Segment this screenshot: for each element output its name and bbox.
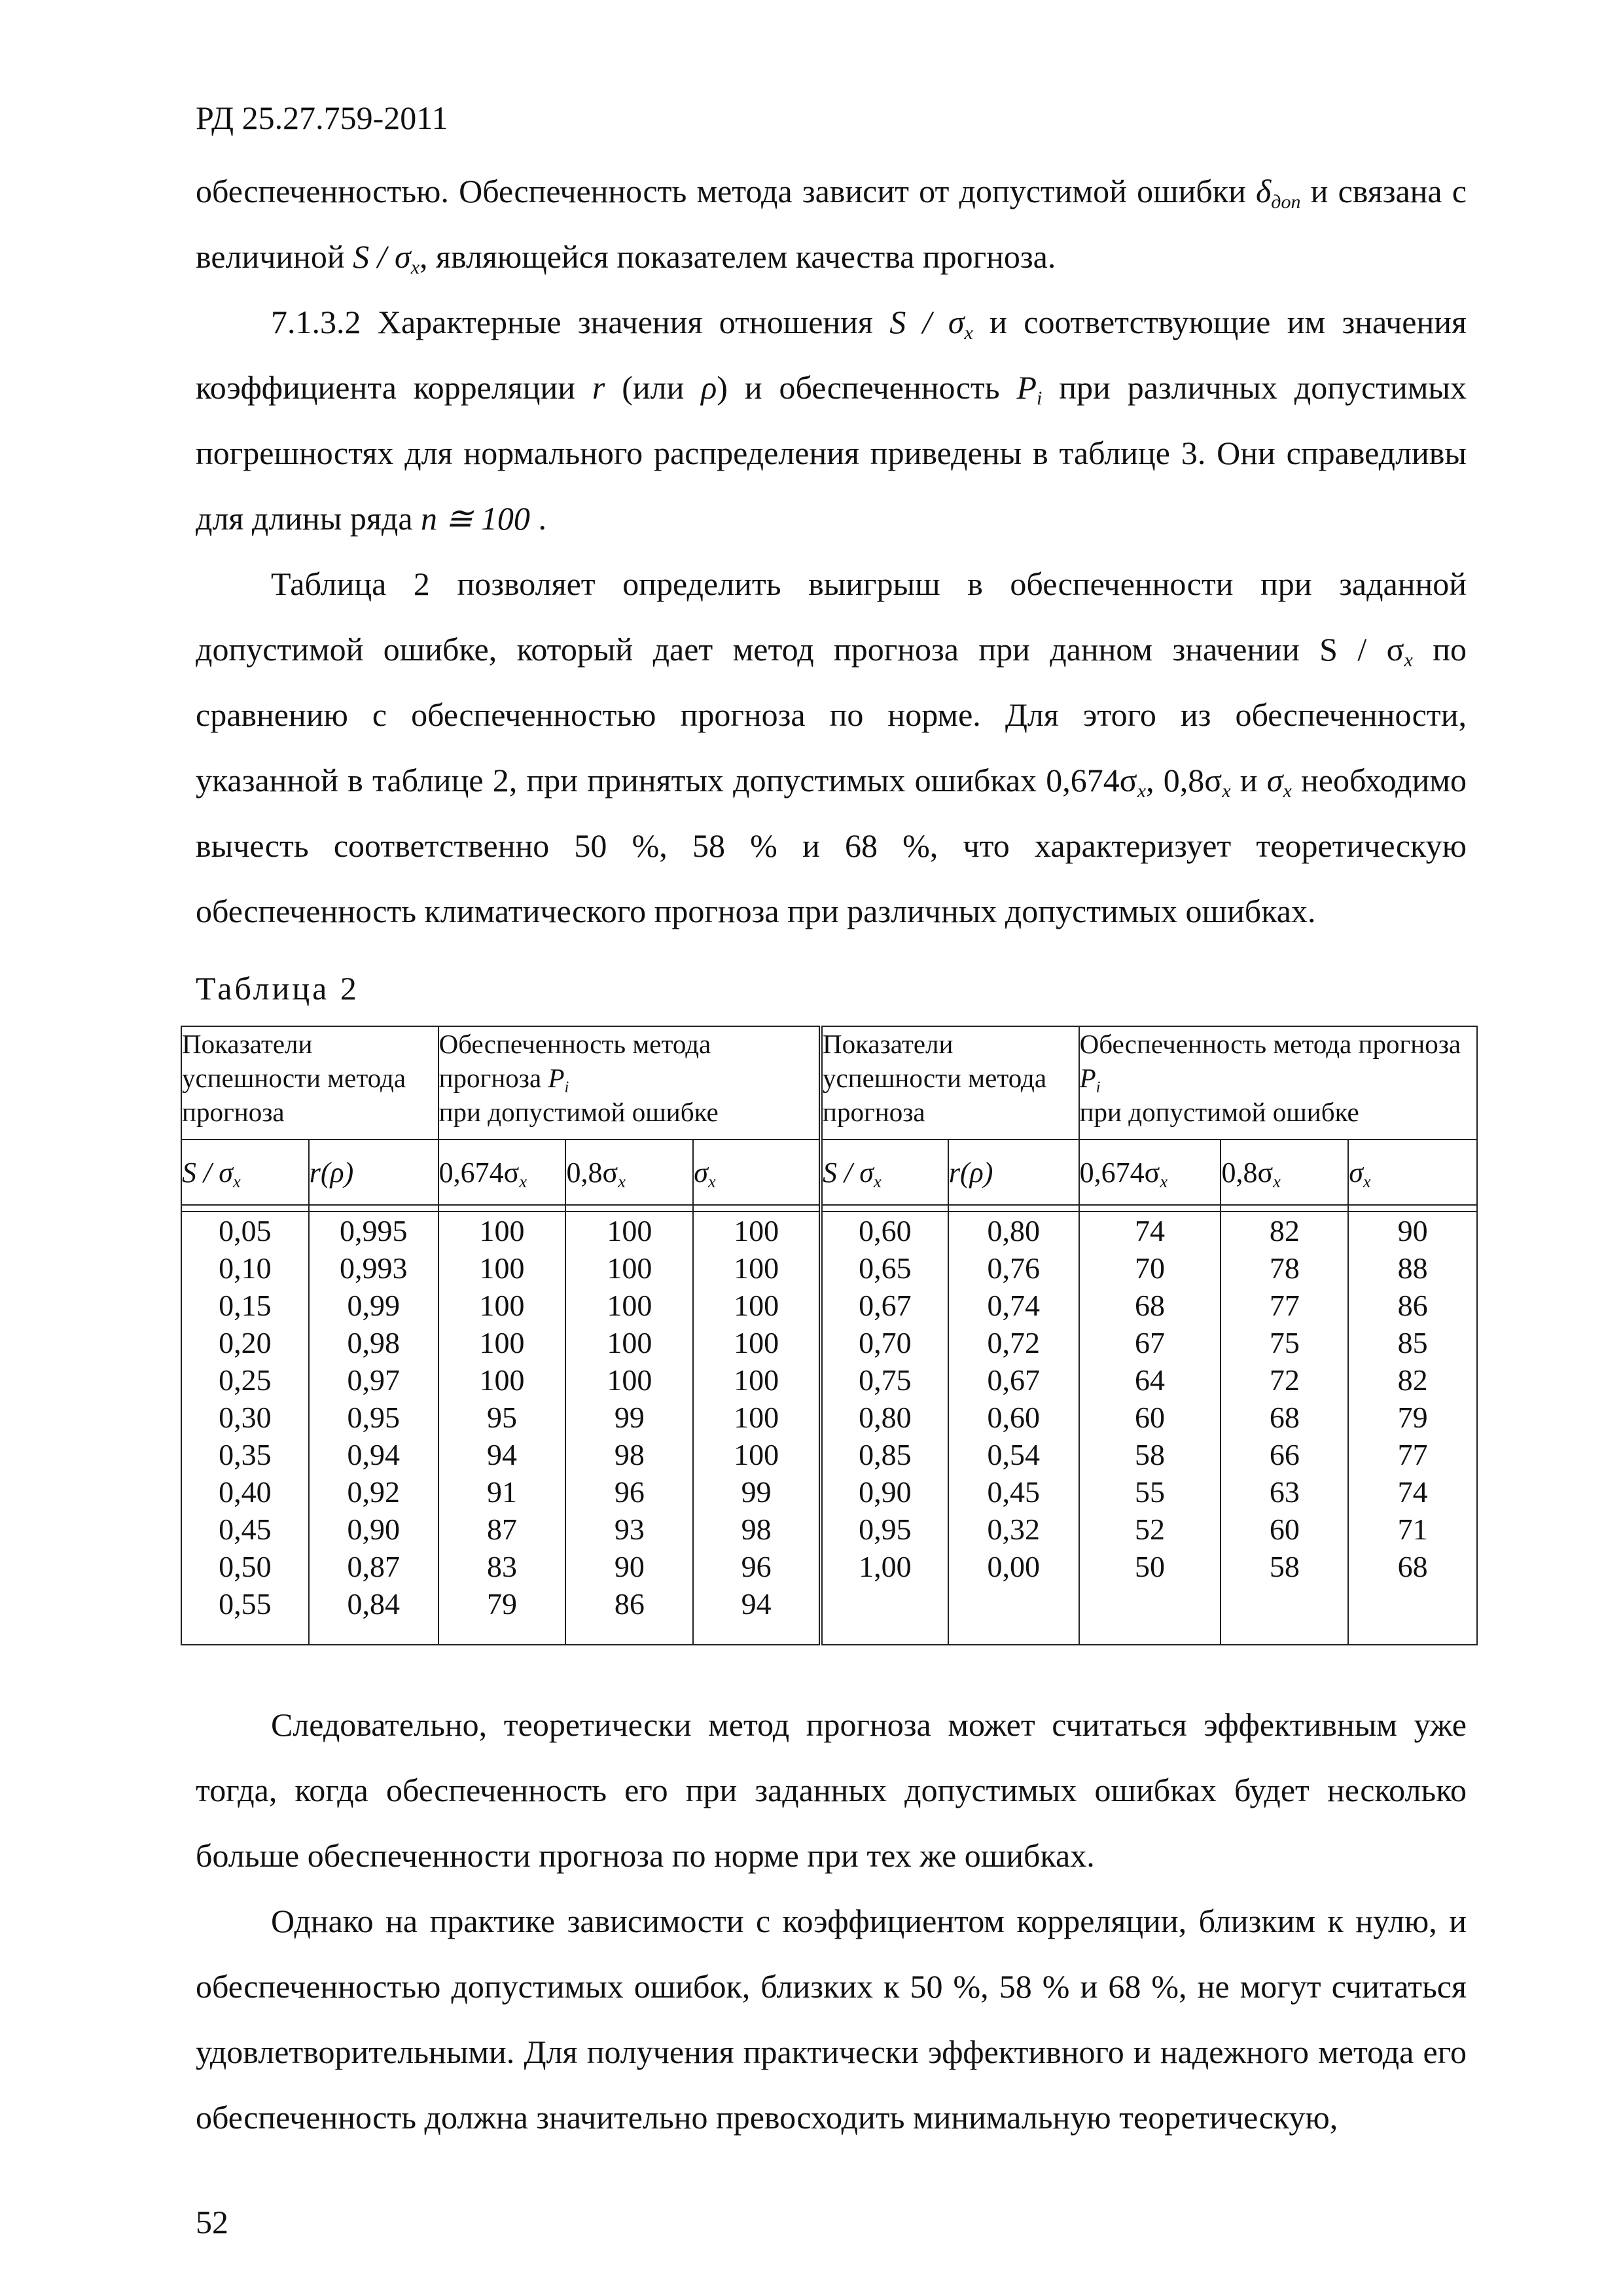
col-e2-left: $0,8\sigma_x$: [565, 1139, 693, 1205]
table-caption: Таблица 2: [196, 970, 359, 1007]
header-separator: [181, 1205, 1477, 1211]
table-cell: 93: [614, 1513, 645, 1546]
values-e1-right: [1079, 1211, 1221, 1645]
table-cell: 100: [734, 1326, 779, 1359]
paragraph-4: Следовательно, теоретически метод прогноза может считаться эффективным уже тогда, когда обеспеченность его при заданных допустимых ошибках будет несколько больше обеспеченности прогноза по норме при тех же ошибках.: [196, 1706, 1467, 1874]
table-cell: 58: [1135, 1438, 1166, 1471]
table-cell: 100: [734, 1363, 779, 1397]
table-cell: 96: [614, 1475, 645, 1509]
table-cell: 0,75: [859, 1363, 912, 1397]
values-e2-right: [1221, 1211, 1348, 1645]
table-cell: 0,90: [859, 1475, 912, 1509]
table-cell: 100: [607, 1363, 652, 1397]
table-cell: 100: [607, 1214, 652, 1247]
table-cell: 0,72: [987, 1326, 1040, 1359]
table-cell: 64: [1135, 1363, 1166, 1397]
table-cell: 0,00: [987, 1550, 1040, 1583]
table-cell: 99: [741, 1475, 772, 1509]
table-cell: 0,95: [859, 1513, 912, 1546]
table-cell: 78: [1269, 1251, 1300, 1285]
table-cell: 100: [734, 1251, 779, 1285]
table-cell: 83: [487, 1550, 518, 1583]
col-e1-right: $0,674\sigma_x$: [1079, 1139, 1221, 1205]
col-e3-left: $\sigma_x$: [693, 1139, 821, 1205]
table-cell: 0,90: [347, 1513, 400, 1546]
table-cell: 0,84: [347, 1587, 400, 1621]
table-cell: 0,74: [987, 1289, 1040, 1322]
table-cell: 58: [1269, 1550, 1300, 1583]
table-cell: 0,45: [219, 1513, 272, 1546]
table-cell: 100: [734, 1289, 779, 1322]
table-cell: 60: [1269, 1513, 1300, 1546]
table-cell: 0,32: [987, 1513, 1040, 1546]
table-cell: 85: [1397, 1326, 1428, 1359]
table-cell: 0,45: [987, 1475, 1040, 1509]
table-cell: 0,05: [219, 1214, 272, 1247]
table-cell: 0,54: [987, 1438, 1040, 1471]
paragraph-5: Однако на практике зависимости с коэффициентом корреляции, близким к нулю, и обеспеченностью допустимых ошибок, близких к 50 %, 58 % и 68 %, не могут считаться удовлетворительными. Для получения практически эффективного и надежного метода его обеспеченность должна значительно превосходить минимальную теоретическую,: [196, 1903, 1467, 2136]
header-probability-right: Обеспеченность метода прогноза $P_i$ при допустимой ошибке: [1079, 1026, 1477, 1139]
table-cell: 0,55: [219, 1587, 272, 1621]
table-cell: 0,80: [859, 1401, 912, 1434]
table-cell: 100: [734, 1438, 779, 1471]
table-cell: 66: [1269, 1438, 1300, 1471]
col-e2-right: $0,8\sigma_x$: [1221, 1139, 1348, 1205]
values-ratio-right: [821, 1211, 948, 1645]
table-cell: 0,70: [859, 1326, 912, 1359]
header-indicators-right: Показатели успешности метода прогноза: [821, 1026, 1079, 1139]
table-cell: 0,35: [219, 1438, 272, 1471]
table-cell: 77: [1269, 1289, 1300, 1322]
table-cell: 0,92: [347, 1475, 400, 1509]
values-r-right: [948, 1211, 1079, 1645]
values-e1-left: [438, 1211, 566, 1645]
table-cell: 100: [607, 1326, 652, 1359]
table-cell: 0,20: [219, 1326, 272, 1359]
table-cell: 91: [487, 1475, 518, 1509]
table-cell: 0,67: [987, 1363, 1040, 1397]
table-cell: 0,993: [339, 1251, 408, 1285]
table-cell: 60: [1135, 1401, 1166, 1434]
table-cell: 0,40: [219, 1475, 272, 1509]
table-cell: 100: [479, 1214, 525, 1247]
table-body-row: [181, 1211, 1477, 1645]
table-cell: 52: [1135, 1513, 1166, 1546]
table-cell: 77: [1397, 1438, 1428, 1471]
col-r-left: r(ρ): [309, 1139, 438, 1205]
values-e3-right: [1348, 1211, 1477, 1645]
table-cell: 94: [487, 1438, 518, 1471]
table-cell: 0,995: [339, 1214, 408, 1247]
table-cell: 0,85: [859, 1438, 912, 1471]
table-cell: 0,10: [219, 1251, 272, 1285]
table-cell: 100: [479, 1363, 525, 1397]
table-cell: 100: [479, 1251, 525, 1285]
header-indicators-left: Показатели успешности метода прогноза: [181, 1026, 438, 1139]
table-cell: 100: [607, 1251, 652, 1285]
paragraph-2: 7.1.3.2 Характерные значения отношения S / $\sigma_x$ и соответствующие им значения коэффициента корреляции r (или ρ) и обеспеченность $P_i$ при различных допустимых погрешностях для нормального распределения приведены в таблице 3. Они справедливы для длины ряда n ≅ 100 .: [196, 304, 1467, 537]
table-cell: 0,50: [219, 1550, 272, 1583]
table-cell: 0,25: [219, 1363, 272, 1397]
table-header-row-1: [181, 1026, 1477, 1139]
table-cell: 0,60: [987, 1401, 1040, 1434]
col-e1-left: $0,674\sigma_x$: [438, 1139, 566, 1205]
table-cell: 94: [741, 1587, 772, 1621]
table-cell: 99: [614, 1401, 645, 1434]
outro-text: [196, 1692, 1467, 2150]
col-r-right: r(ρ): [948, 1139, 1079, 1205]
page-number: 52: [196, 2204, 228, 2240]
table-cell: 0,60: [859, 1214, 912, 1247]
table-cell: 72: [1269, 1363, 1300, 1397]
table-cell: 79: [1397, 1401, 1428, 1434]
values-e3-left: [693, 1211, 821, 1645]
table-cell: 95: [487, 1401, 518, 1434]
table-cell: 0,99: [347, 1289, 400, 1322]
table-cell: 55: [1135, 1475, 1166, 1509]
header-probability-left: Обеспеченность метода прогноза $P_i$ при допустимой ошибке: [438, 1026, 821, 1139]
table-header-row-2: [181, 1139, 1477, 1205]
values-e2-left: [565, 1211, 693, 1645]
table-cell: 0,30: [219, 1401, 272, 1434]
table-cell: 0,80: [987, 1214, 1040, 1247]
table-cell: 100: [607, 1289, 652, 1322]
table-cell: 86: [614, 1587, 645, 1621]
document-code: РД 25.27.759-2011: [196, 99, 448, 136]
table-cell: 68: [1269, 1401, 1300, 1434]
table-cell: 82: [1397, 1363, 1428, 1397]
table-cell: 0,65: [859, 1251, 912, 1285]
table-cell: 0,95: [347, 1401, 400, 1434]
table-cell: 100: [734, 1401, 779, 1434]
table-cell: 70: [1135, 1251, 1166, 1285]
table-cell: 90: [614, 1550, 645, 1583]
table-cell: 96: [741, 1550, 772, 1583]
values-ratio-left: [181, 1211, 309, 1645]
table-cell: 0,67: [859, 1289, 912, 1322]
table-cell: 100: [479, 1289, 525, 1322]
table-cell: 98: [741, 1513, 772, 1546]
table-cell: 86: [1397, 1289, 1428, 1322]
table-cell: 0,98: [347, 1326, 400, 1359]
col-ratio-right: S / $\sigma_x$: [821, 1139, 948, 1205]
table-cell: 100: [734, 1214, 779, 1247]
table-cell: 74: [1397, 1475, 1428, 1509]
table-cell: 1,00: [859, 1550, 912, 1583]
table-cell: 82: [1269, 1214, 1300, 1247]
col-e3-right: $\sigma_x$: [1348, 1139, 1477, 1205]
table-cell: 0,87: [347, 1550, 400, 1583]
table-cell: 74: [1135, 1214, 1166, 1247]
intro-text: [196, 158, 1467, 944]
table-cell: 68: [1397, 1550, 1428, 1583]
table-cell: 100: [479, 1326, 525, 1359]
table-cell: 79: [487, 1587, 518, 1621]
table-cell: 90: [1397, 1214, 1428, 1247]
col-ratio-left: S / $\sigma_x$: [181, 1139, 309, 1205]
table-cell: 87: [487, 1513, 518, 1546]
table-cell: 0,97: [347, 1363, 400, 1397]
table-cell: 68: [1135, 1289, 1166, 1322]
table-cell: 98: [614, 1438, 645, 1471]
table-cell: 88: [1397, 1251, 1428, 1285]
values-r-left: [309, 1211, 438, 1645]
table-cell: 0,94: [347, 1438, 400, 1471]
paragraph-3: Таблица 2 позволяет определить выигрыш в обеспеченности при заданной допустимой ошибке, который дает метод прогноза при данном значении S / $\sigma_x$ по сравнению с обеспеченностью прогноза по норме. Для этого из обеспеченности, указанной в таблице 2, при принятых допустимых ошибках $0,674\sigma_x$, $0,8\sigma_x$ и $\sigma_x$ необходимо вычесть соответственно 50 %, 58 % и 68 %, что характеризует теоретическую обеспеченность климатического прогноза при различных допустимых ошибках.: [196, 565, 1467, 929]
table-cell: 0,76: [987, 1251, 1040, 1285]
table-cell: 71: [1397, 1513, 1428, 1546]
paragraph-1: обеспеченностью. Обеспеченность метода зависит от допустимой ошибки $\delta_{доп}$ и связана с величиной S / $\sigma_x$, являющейся показателем качества прогноза.: [196, 173, 1467, 278]
table-cell: 50: [1135, 1550, 1166, 1583]
table-cell: 63: [1269, 1475, 1300, 1509]
table-cell: 67: [1135, 1326, 1166, 1359]
table-cell: 0,15: [219, 1289, 272, 1322]
table-cell: 75: [1269, 1326, 1300, 1359]
table-2: [181, 1026, 1478, 1645]
